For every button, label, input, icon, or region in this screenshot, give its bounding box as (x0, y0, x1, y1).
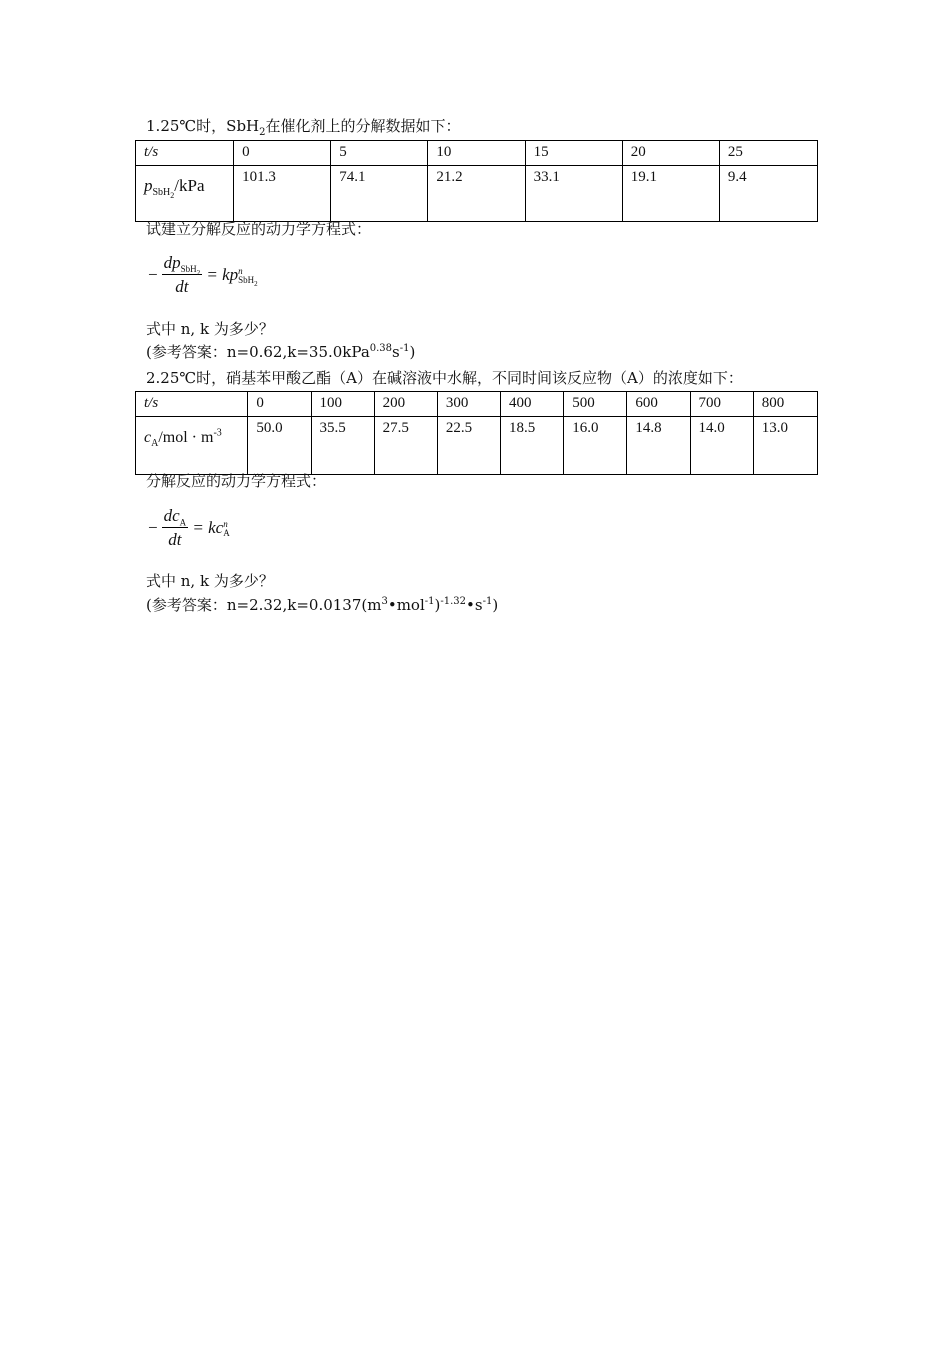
table-cell: 50.0 (248, 417, 311, 475)
minus-sign: − (148, 518, 158, 537)
table-cell: 9.4 (719, 166, 817, 222)
table-cell: 800 (753, 392, 817, 417)
table-cell: 33.1 (525, 166, 622, 222)
table-cell: 27.5 (374, 417, 437, 475)
table-cell: 18.5 (501, 417, 564, 475)
problem1-heading-part-b: 在催化剂上的分解数据如下： (265, 117, 461, 135)
problem1-instruction: 试建立分解反应的动力学方程式： (146, 220, 372, 238)
minus-sign: − (148, 265, 158, 285)
table-cell: 0 (248, 392, 311, 417)
table-cell: 101.3 (234, 166, 331, 222)
table-cell: 400 (501, 392, 564, 417)
table-cell: 10 (428, 141, 525, 166)
problem2-rate-equation: − $\frac{dc_A}{dt}$ = kc n A (148, 506, 230, 549)
table-cell: 13.0 (753, 417, 817, 475)
table-row (136, 417, 818, 475)
table2-header-time: t/s (136, 392, 248, 417)
problem1-number: 1. (146, 117, 161, 135)
table-cell: 14.8 (627, 417, 690, 475)
table-cell: 100 (311, 392, 374, 417)
problem1-heading-subscript: 2 (259, 127, 266, 138)
table-cell: 200 (374, 392, 437, 417)
problem1-question: 式中 n, k 为多少？ (146, 320, 274, 338)
equation-fraction: $\frac{dp_{SbH_2}}{dt}$ (163, 253, 201, 297)
problem1-data-table (135, 140, 818, 222)
table-cell: 14.0 (690, 417, 753, 475)
table2-header-concentration: $c_A$/mol · $m^{-3}$ (136, 417, 248, 475)
table-row (136, 166, 818, 222)
table-cell: 300 (437, 392, 500, 417)
table-cell: 22.5 (437, 417, 500, 475)
table-cell: 500 (564, 392, 627, 417)
problem2-answer: (参考答案：$n=2.32,k=0.0137(m^3•mol^{-1})^{-1.32}•s^{-1}$) (146, 596, 499, 614)
table-cell: 19.1 (622, 166, 719, 222)
table-cell: 16.0 (564, 417, 627, 475)
table-row (136, 392, 818, 417)
problem2-heading: 2.25℃时，硝基苯甲酸乙酯（A）在碱溶液中水解，不同时间该反应物（A）的浓度如下： (146, 369, 743, 387)
equation-fraction: $\frac{dc_A}{dt}$ (163, 506, 187, 549)
table1-header-pressure: $p_{SbH_2}$/kPa (136, 166, 234, 222)
table1-header-time: t/s (136, 141, 234, 166)
problem1-rate-equation: − $\frac{dp_{SbH_2}}{dt}$ = kp n SbH$_2$ (148, 253, 258, 297)
table-cell: 15 (525, 141, 622, 166)
table-row (136, 141, 818, 166)
table-cell: 74.1 (331, 166, 428, 222)
table-cell: 0 (234, 141, 331, 166)
table-cell: 5 (331, 141, 428, 166)
problem1-heading (146, 117, 461, 138)
table-cell: 700 (690, 392, 753, 417)
problem2-data-table (135, 391, 818, 475)
problem1-heading-part-a: 25℃时，SbH (160, 117, 260, 135)
table-cell: 25 (719, 141, 817, 166)
problem2-instruction: 分解反应的动力学方程式： (146, 472, 327, 490)
problem2-question: 式中 n, k 为多少？ (146, 572, 274, 590)
table-cell: 35.5 (311, 417, 374, 475)
table-cell: 600 (627, 392, 690, 417)
table-cell: 21.2 (428, 166, 525, 222)
table-cell: 20 (622, 141, 719, 166)
problem1-answer: (参考答案：$n=0.62,k=35.0kPa^{0.38}s^{-1}$) (146, 343, 416, 361)
